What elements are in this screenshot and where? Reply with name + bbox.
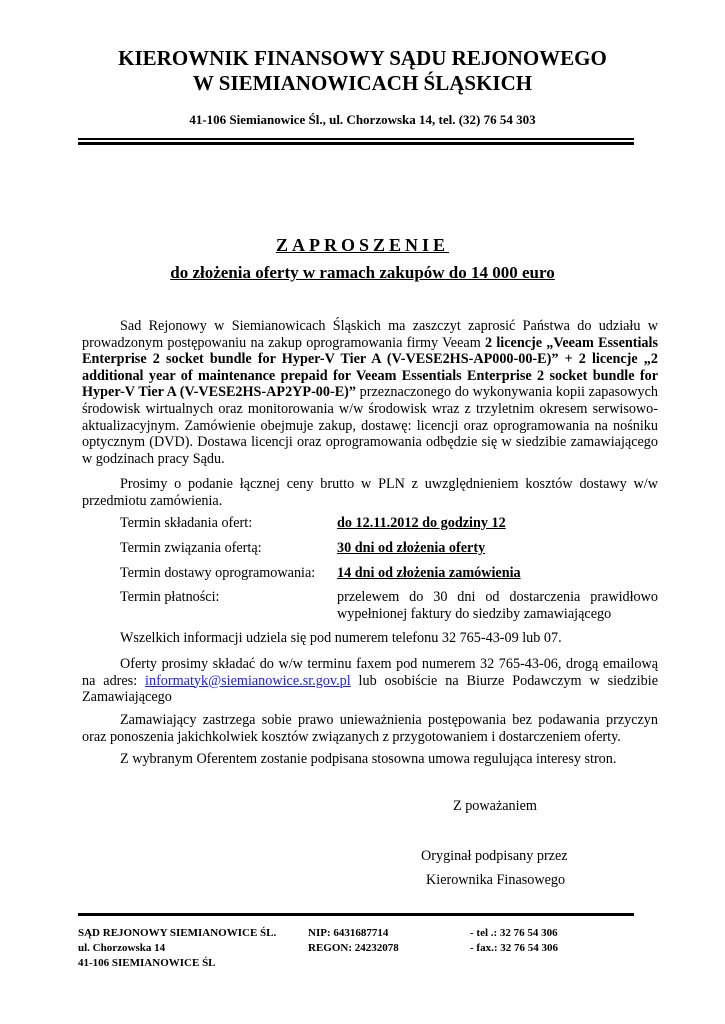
header-address: 41-106 Siemianowice Śl., ul. Chorzowska 14, tel. (32) 76 54 303 bbox=[189, 112, 536, 127]
footer-divider bbox=[78, 913, 634, 916]
intro-licenses: 2 licencje „Veeam Essentials Enterprise 2 socket bundle for Hyper-V Tier A (V-VESE2HS-AP000-00-E)” + 2 licencje „2 additional year of maintenance prepaid for Veeam Essentials Enterprise 2 socket bundle for Hyper-V Tier A (V-VESE2HS-AP2YP-00-E)” bbox=[82, 334, 658, 401]
submission-text-b: lub osobiście na Biurze Podawczym w siedzibie Zamawiającego bbox=[82, 672, 658, 706]
term-value-binding: 30 dni od złożenia oferty bbox=[337, 540, 486, 556]
signature-line1: Oryginał podpisany przez bbox=[421, 848, 568, 864]
footer-nip: NIP: 6431687714 bbox=[308, 927, 389, 939]
org-name-line1: KIEROWNIK FINANSOWY SĄDU REJONOWEGO bbox=[118, 46, 607, 70]
signature-greeting: Z poważaniem bbox=[453, 798, 537, 814]
header-divider-bottom bbox=[78, 142, 634, 145]
header-divider-top bbox=[78, 138, 634, 140]
term-label-delivery: Termin dostawy oprogramowania: bbox=[120, 565, 316, 581]
footer-tel: - tel .: 32 76 54 306 bbox=[470, 927, 558, 939]
footer-ids bbox=[308, 926, 399, 956]
term-label-payment: Termin płatności: bbox=[120, 589, 220, 605]
footer-city: 41-106 SIEMIANOWICE ŚL bbox=[78, 957, 216, 969]
document-title: ZAPROSZENIE bbox=[275, 235, 450, 255]
intro-text-c: przeznaczonego do wykonywania kopii zapasowych środowisk wirtualnych oraz monitorowania w/w środowisk wraz z trzyletnim okresem serwisowo-aktualizacyjnym. Zamówienie obejmuje zakup, dostawę: licencji oraz oprogramowania na nośniku optycznym (DVD). Dostawa licencji oraz oprogramowania odbędzie się w siedzibie zamawiającego w godzinach pracy Sądu. bbox=[82, 384, 659, 467]
paragraph-submission bbox=[82, 656, 658, 706]
footer-institution bbox=[78, 926, 276, 971]
email-link[interactable]: informatyk@siemianowice.sr.gov.pl bbox=[145, 672, 351, 689]
paragraph-contract: Z wybranym Oferentem zostanie podpisana stosowna umowa regulująca interesy stron. bbox=[120, 751, 617, 767]
submission-text-a: Oferty prosimy składać do w/w terminu faxem pod numerem 32 765-43-06, drogą emailową na adres: bbox=[82, 656, 658, 689]
term-label-offers: Termin składania ofert: bbox=[120, 515, 253, 531]
signature-line2: Kierownika Finasowego bbox=[426, 872, 566, 888]
document-subtitle: do złożenia oferty w ramach zakupów do 14 000 euro bbox=[170, 263, 555, 282]
footer-regon: REGON: 24232078 bbox=[308, 942, 399, 954]
paragraph-contact: Wszelkich informacji udziela się pod numerem telefonu 32 765-43-09 lub 07. bbox=[120, 630, 562, 646]
paragraph-reservation: Zamawiający zastrzega sobie prawo unieważnienia postępowania bez podawania przyczyn oraz ponoszenia jakichkolwiek kosztów związanych z przygotowaniem i dostarczeniem oferty. bbox=[82, 712, 658, 745]
intro-text-a: Sad Rejonowy w Siemianowicach Śląskich ma zaszczyt zaprosić Państwa do udziału w prowadzonym postępowaniu na zakup oprogramowania firmy Veeam bbox=[82, 318, 658, 351]
footer-fax: - fax.: 32 76 54 306 bbox=[470, 942, 558, 954]
footer-name: SĄD REJONOWY SIEMIANOWICE ŚL. bbox=[78, 927, 277, 939]
term-value-offers: do 12.11.2012 do godziny 12 bbox=[337, 515, 506, 531]
term-value-payment: przelewem do 30 dni od dostarczenia prawidłowo wypełnionej faktury do siedziby zamawiającego bbox=[337, 589, 658, 622]
paragraph-intro bbox=[82, 318, 658, 467]
footer-phones bbox=[470, 926, 558, 956]
term-label-binding: Termin związania ofertą: bbox=[120, 540, 262, 556]
footer-street: ul. Chorzowska 14 bbox=[78, 942, 166, 954]
paragraph-price: Prosimy o podanie łącznej ceny brutto w PLN z uwzględnieniem kosztów dostawy w/w przedmiotu zamówienia. bbox=[82, 476, 658, 509]
org-name-line2: W SIEMIANOWICACH ŚLĄSKICH bbox=[192, 71, 533, 95]
term-value-delivery: 14 dni od złożenia zamówienia bbox=[337, 565, 521, 581]
